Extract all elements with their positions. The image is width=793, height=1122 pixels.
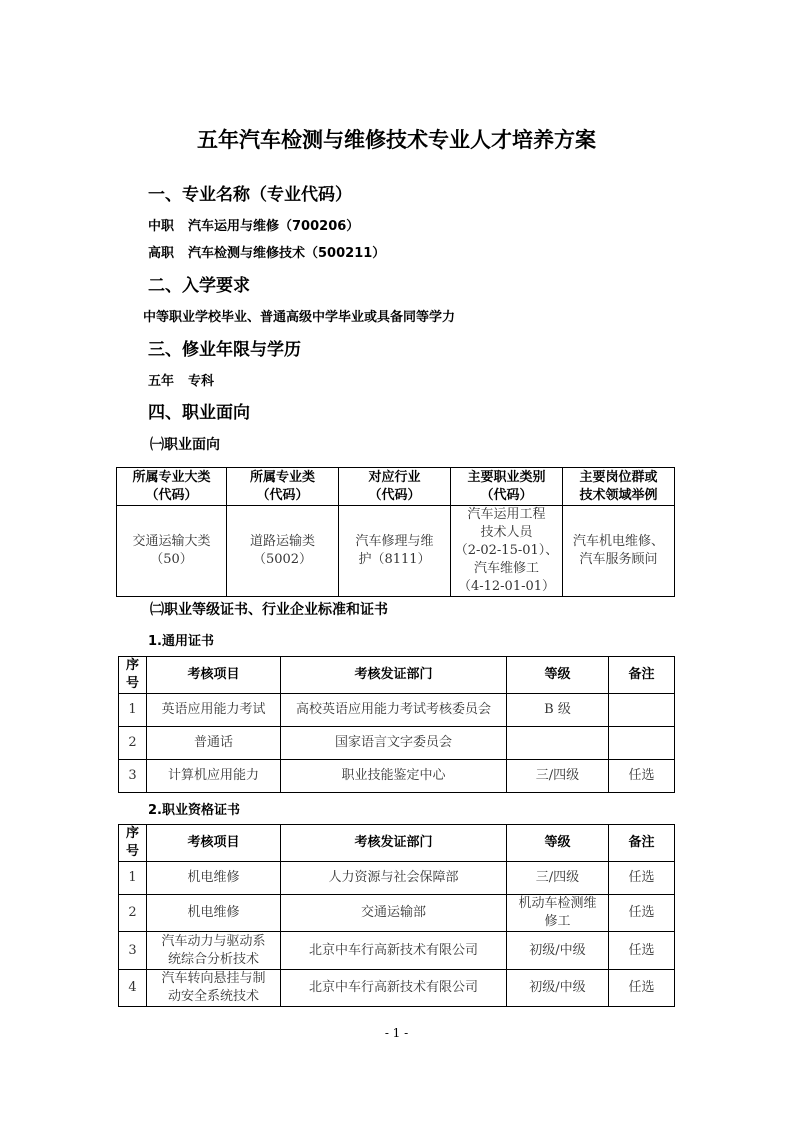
subsection-certificates: ㈡职业等级证书、行业企业标准和证书 <box>150 602 388 618</box>
general-header-level: 等级 <box>507 657 609 694</box>
career-cell-category: 交通运输大类 （50） <box>117 506 227 597</box>
cell-no: 3 <box>119 932 147 970</box>
major-higher <box>148 242 385 261</box>
cell-note: 任选 <box>609 970 675 1007</box>
career-cell-class: 道路运输类 （5002） <box>227 506 339 597</box>
table-row <box>119 727 675 760</box>
major-secondary <box>148 215 359 234</box>
qualification-cert-table <box>118 824 675 1007</box>
cell-note: 任选 <box>609 932 675 970</box>
cell-level: 机动车检测维 修工 <box>507 895 609 932</box>
table-row <box>119 694 675 727</box>
table-row <box>119 895 675 932</box>
major-higher-value: 汽车检测与维修技术（500211） <box>188 246 386 261</box>
cell-no: 1 <box>119 694 147 727</box>
section-4-heading: 四、职业面向 <box>148 403 250 423</box>
section-2-heading: 二、入学要求 <box>148 276 250 296</box>
duration-label: 五年 <box>148 374 175 389</box>
cell-item: 英语应用能力考试 <box>147 694 281 727</box>
cell-item: 机电维修 <box>147 895 281 932</box>
cell-note: 任选 <box>609 760 675 793</box>
career-header-industry: 对应行业 （代码） <box>339 468 451 506</box>
cell-note <box>609 694 675 727</box>
qualification-header-item: 考核项目 <box>147 825 281 862</box>
career-table <box>116 467 675 597</box>
cell-no: 2 <box>119 727 147 760</box>
career-header-category: 所属专业大类 （代码） <box>117 468 227 506</box>
cell-level: 三/四级 <box>507 760 609 793</box>
career-table-row <box>117 506 675 597</box>
qualification-header-level: 等级 <box>507 825 609 862</box>
cell-no: 2 <box>119 895 147 932</box>
major-secondary-value: 汽车运用与维修（700206） <box>188 219 360 234</box>
general-header-note: 备注 <box>609 657 675 694</box>
document-title: 五年汽车检测与维修技术专业人才培养方案 <box>197 128 596 152</box>
degree-value: 专科 <box>188 374 215 389</box>
subsection-career: ㈠职业面向 <box>150 437 220 453</box>
career-cell-occupation: 汽车运用工程 技术人员 （2-02-15-01）、 汽车维修工 （4-12-01-01） <box>451 506 563 597</box>
general-header-no: 序 号 <box>119 657 147 694</box>
section-1-heading: 一、专业名称（专业代码） <box>148 185 352 205</box>
qualification-cert-header-row <box>119 825 675 862</box>
page-number: - 1 - <box>384 1026 409 1040</box>
general-cert-label: 1.通用证书 <box>148 634 214 649</box>
cell-item: 机电维修 <box>147 862 281 895</box>
table-row <box>119 970 675 1007</box>
general-cert-header-row <box>119 657 675 694</box>
qualification-cert-label: 2.职业资格证书 <box>148 803 240 818</box>
section-3-heading: 三、修业年限与学历 <box>148 340 301 360</box>
cell-dept: 高校英语应用能力考试考核委员会 <box>281 694 507 727</box>
general-cert-table <box>118 656 675 793</box>
cell-item: 普通话 <box>147 727 281 760</box>
career-table-header-row <box>117 468 675 506</box>
table-row <box>119 760 675 793</box>
career-header-class: 所属专业类 （代码） <box>227 468 339 506</box>
career-cell-positions: 汽车机电维修、 汽车服务顾问 <box>563 506 675 597</box>
cell-item: 汽车动力与驱动系 统综合分析技术 <box>147 932 281 970</box>
cell-level <box>507 727 609 760</box>
cell-no: 3 <box>119 760 147 793</box>
cell-note: 任选 <box>609 895 675 932</box>
cell-note <box>609 727 675 760</box>
career-cell-industry: 汽车修理与维 护（8111） <box>339 506 451 597</box>
cell-dept: 人力资源与社会保障部 <box>281 862 507 895</box>
cell-no: 1 <box>119 862 147 895</box>
admission-requirement: 中等职业学校毕业、普通高级中学毕业或具备同等学力 <box>143 310 456 325</box>
qualification-header-no: 序 号 <box>119 825 147 862</box>
cell-note: 任选 <box>609 862 675 895</box>
cell-level: 三/四级 <box>507 862 609 895</box>
qualification-header-note: 备注 <box>609 825 675 862</box>
table-row <box>119 862 675 895</box>
cell-item: 计算机应用能力 <box>147 760 281 793</box>
cell-level: 初级/中级 <box>507 932 609 970</box>
cell-item: 汽车转向悬挂与制 动安全系统技术 <box>147 970 281 1007</box>
study-duration <box>148 370 214 389</box>
cell-level: 初级/中级 <box>507 970 609 1007</box>
cell-dept: 国家语言文字委员会 <box>281 727 507 760</box>
cell-dept: 北京中车行高新技术有限公司 <box>281 932 507 970</box>
major-higher-label: 高职 <box>148 246 175 261</box>
table-row <box>119 932 675 970</box>
qualification-header-dept: 考核发证部门 <box>281 825 507 862</box>
general-header-item: 考核项目 <box>147 657 281 694</box>
cell-dept: 交通运输部 <box>281 895 507 932</box>
career-header-positions: 主要岗位群或 技术领域举例 <box>563 468 675 506</box>
cell-no: 4 <box>119 970 147 1007</box>
cell-dept: 北京中车行高新技术有限公司 <box>281 970 507 1007</box>
career-header-occupation: 主要职业类别 （代码） <box>451 468 563 506</box>
cell-level: B 级 <box>507 694 609 727</box>
major-secondary-label: 中职 <box>148 219 175 234</box>
general-header-dept: 考核发证部门 <box>281 657 507 694</box>
cell-dept: 职业技能鉴定中心 <box>281 760 507 793</box>
